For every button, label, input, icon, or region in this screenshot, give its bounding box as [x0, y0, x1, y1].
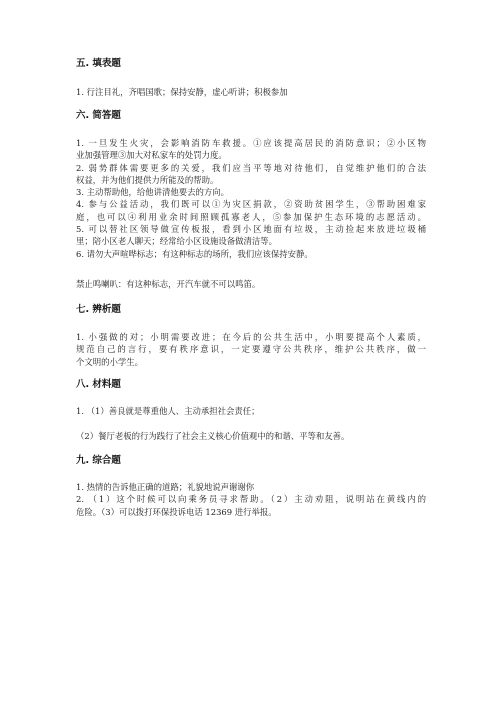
answer-line: 禁止鸣喇叭：有这种标志，开汽车就不可以鸣笛。: [76, 279, 261, 289]
answer-line: 1. 行注目礼，齐唱国歌；保持安静，虚心听讲；积极参加: [76, 87, 288, 97]
answer-line: 1. （1）善良就是尊重他人、主动承担社会责任；: [76, 406, 260, 416]
answer-line: 1. 小强做的对；小明需要改进；在今后的公共生活中，小明要提高个人素质，: [76, 332, 426, 342]
section-body-fill-in: [76, 86, 426, 98]
section-heading-material: 八. 材料题: [76, 379, 121, 390]
answer-line: 6. 请勿大声喧哗标志；有这种标志的场所，我们应该保持安静。: [76, 248, 313, 259]
section-heading-analysis: 七. 辨析题: [76, 304, 121, 315]
answer-line: 庭，也可以④利用业余时间照顾孤寡老人，⑤参加保护生态环境的志愿活动。: [76, 211, 426, 222]
answer-line: 4. 参与公益活动，我们既可以①为灾区捐款，②资助贫困学生，③帮助困难家: [76, 199, 426, 210]
answer-line: 危险。（3）可以拨打环保投诉电话 12369 进行举报。: [76, 506, 277, 517]
section-body-analysis: [76, 331, 426, 368]
answer-line: 里；陪小区老人聊天；经常给小区设施设备做清洁等。: [76, 236, 277, 247]
answer-line: 规范自己的言行，要有秩序意识，一定要遵守公共秩序，维护公共秩序，做一: [76, 344, 426, 355]
section-body-comprehensive: [76, 481, 426, 518]
section-heading-fill-in: 五. 填表题: [76, 58, 121, 69]
answer-line: 1. 热情的告诉他正确的道路；礼貌地说声谢谢你: [76, 482, 255, 492]
answer-line: 业加强管理③加大对私家车的处罚力度。: [76, 150, 227, 161]
section-body-short-answer-note: [76, 278, 426, 290]
answer-line: 1. 一旦发生火灾，会影响消防车救援。①应该提高居民的消防意识；②小区物: [76, 138, 426, 148]
answer-line: 2. （1）这个时候可以向乘务员寻求帮助。（2）主动劝阻，说明站在黄线内的: [76, 494, 426, 505]
answer-line: 权益，并为他们提供力所能及的帮助。: [76, 174, 219, 185]
answer-line: 2. 弱势群体需要更多的关爱，我们应当平等地对待他们，自觉维护他们的合法: [76, 162, 426, 173]
answer-line: 5. 可以替社区领导做宣传板报，看到小区地面有垃圾，主动捡起来放进垃圾桶: [76, 224, 426, 235]
answer-line: 个文明的小学生。: [76, 356, 143, 367]
answer-line: （2）餐厅老板的行为践行了社会主义核心价值观中的和谐、平等和友善。: [76, 431, 350, 441]
section-heading-short-answer: 六. 简答题: [76, 110, 121, 121]
section-body-material-2: [76, 430, 426, 442]
section-body-material-1: [76, 405, 426, 417]
section-heading-comprehensive: 九. 综合题: [76, 455, 121, 466]
answer-line: 3. 主动帮助他，给他讲清他要去的方向。: [76, 187, 230, 198]
section-body-short-answer: [76, 137, 426, 260]
